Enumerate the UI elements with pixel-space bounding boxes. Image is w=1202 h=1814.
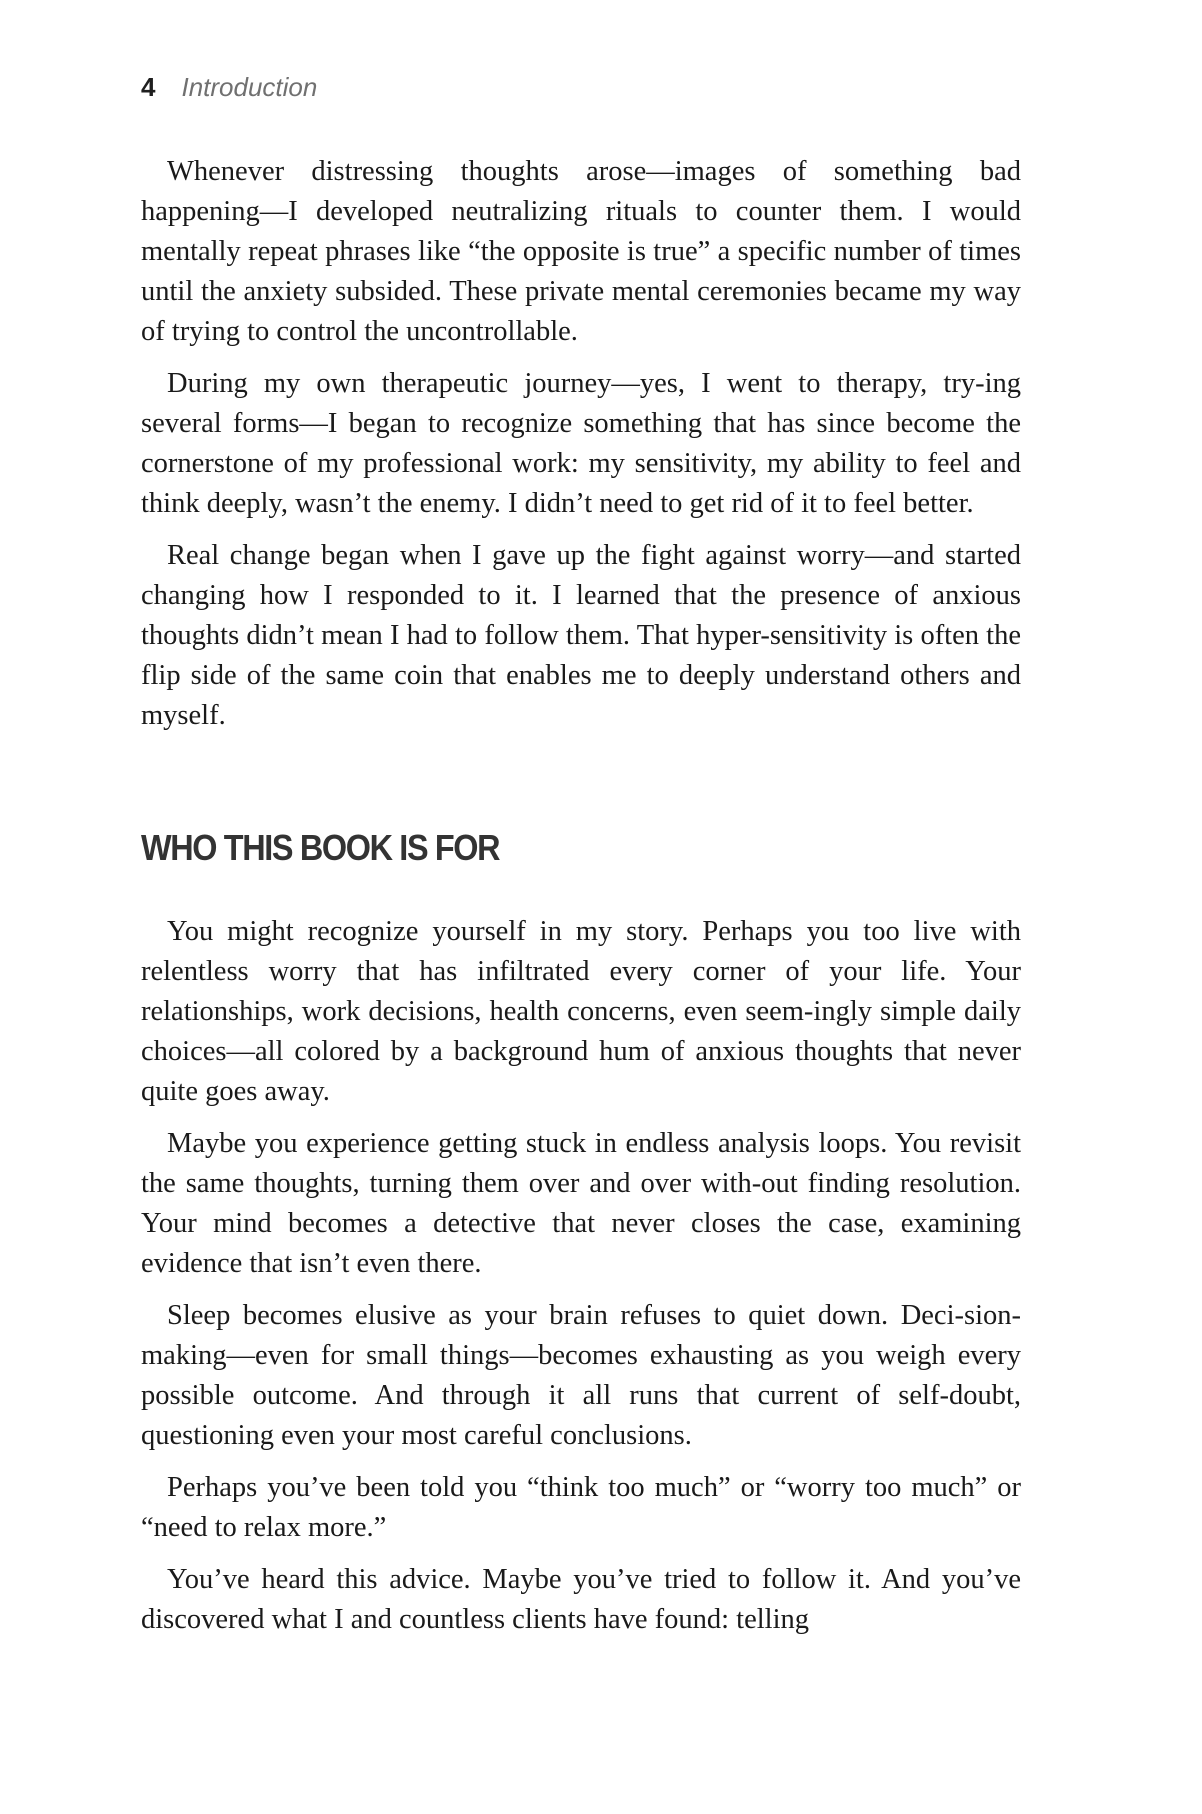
paragraph: Maybe you experience getting stuck in endless analysis loops. You revisit the same thoughts, turning them over and over with-out finding resolution. Your mind becomes a detective that never closes the case, examining evidence that isn’t even there. <box>141 1128 1021 1279</box>
section-text-block <box>141 912 1021 1652</box>
paragraph: You might recognize yourself in my story. Perhaps you too live with relentless worry that has infiltrated every corner of your life. Your relationships, work decisions, health concerns, even seem-ingly simple daily choices—all colored by a background hum of anxious thoughts that never quite goes away. <box>141 916 1021 1107</box>
paragraph: During my own therapeutic journey—yes, I went to therapy, try-ing several forms—I began to recognize something that has since become the cornerstone of my professional work: my sensitivity, my ability to feel and think deeply, wasn’t the enemy. I didn’t need to get rid of it to feel better. <box>141 368 1021 519</box>
intro-text-block <box>141 152 1021 748</box>
paragraph: Sleep becomes elusive as your brain refuses to quiet down. Deci-sion-making—even for small things—becomes exhausting as you weigh every possible outcome. And through it all runs that current of self-doubt, questioning even your most careful conclusions. <box>141 1300 1021 1451</box>
paragraph: You’ve heard this advice. Maybe you’ve tried to follow it. And you’ve discovered what I and countless clients have found: telling <box>141 1564 1021 1635</box>
paragraph: Whenever distressing thoughts arose—images of something bad happening—I developed neutralizing rituals to counter them. I would mentally repeat phrases like “the opposite is true” a specific number of times until the anxiety subsided. These private mental ceremonies became my way of trying to control the uncontrollable. <box>141 156 1021 347</box>
paragraph: Perhaps you’ve been told you “think too much” or “worry too much” or “need to relax more.” <box>141 1472 1021 1543</box>
running-header <box>141 72 317 103</box>
chapter-title: Introduction <box>181 72 318 102</box>
page-number: 4 <box>141 72 156 102</box>
section-heading: WHO THIS BOOK IS FOR <box>141 827 500 868</box>
paragraph: Real change began when I gave up the fight against worry—and started changing how I responded to it. I learned that the presence of anxious thoughts didn’t mean I had to follow them. That hyper-sensitivity is often the flip side of the same coin that enables me to deeply understand others and myself. <box>141 540 1021 731</box>
